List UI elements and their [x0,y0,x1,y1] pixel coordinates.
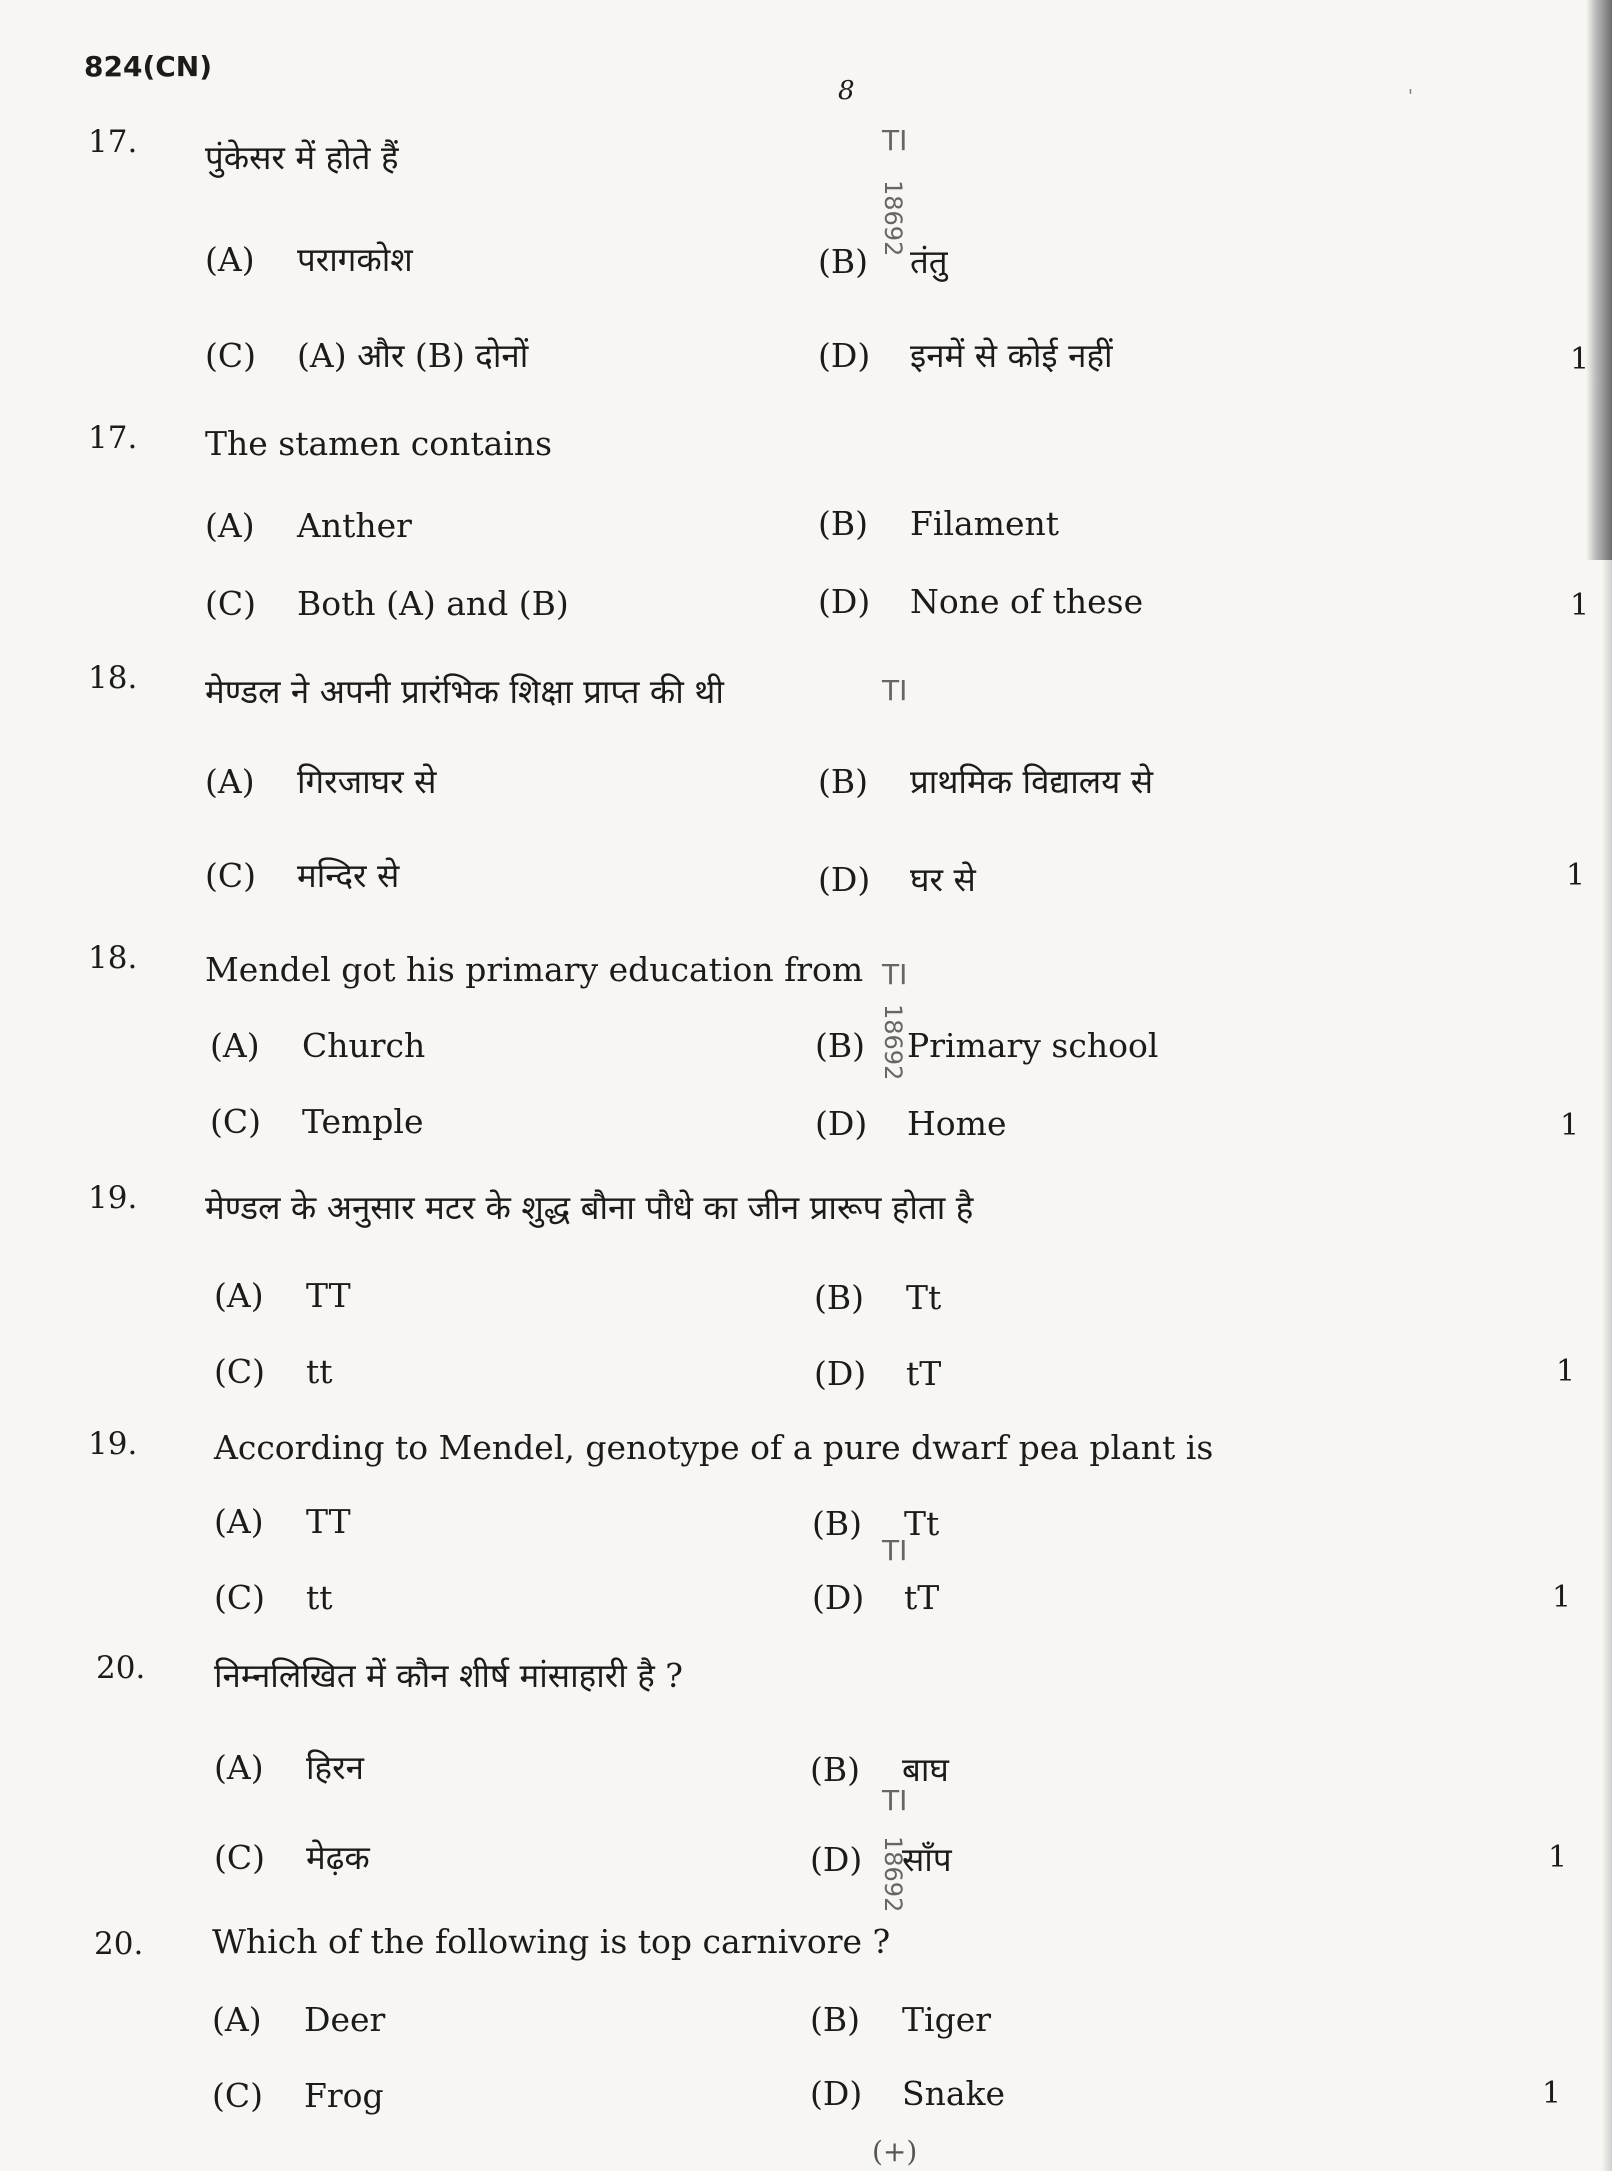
question-text: मेण्डल के अनुसार मटर के शुद्ध बौना पौधे का जीन प्रारूप होता है [205,1188,974,1227]
option-label: (A) [205,240,255,279]
option-label: (D) [814,1354,867,1393]
stamp-mark: TI [882,674,908,707]
option-text: मेढ़क [306,1838,370,1877]
option-label: (D) [812,1578,865,1617]
option-c [214,1834,370,1879]
stamp-mark: 18692 [879,1004,907,1081]
option-text: Tt [904,1504,940,1543]
option-label: (B) [810,1750,860,1789]
option-label: (B) [818,762,868,801]
option-b [818,504,1059,543]
question-number: 18. [88,940,138,976]
option-text: Both (A) and (B) [297,584,569,623]
marks: 1 [1556,1354,1576,1389]
option-b [815,1026,1158,1065]
option-c [212,2076,384,2115]
option-d [818,582,1143,621]
option-c [210,1102,423,1141]
option-b [810,1746,949,1791]
option-c [205,584,569,623]
question-text: निम्नलिखित में कौन शीर्ष मांसाहारी है ? [214,1656,683,1695]
option-text: TT [306,1502,351,1541]
question-number: 20. [94,1926,144,1962]
option-label: (A) [205,762,255,801]
option-label: (D) [815,1104,868,1143]
marks: 1 [1570,342,1590,377]
option-c [205,332,528,377]
option-b [814,1278,941,1317]
page-edge-shadow-lower [1602,560,1612,2171]
option-text: Deer [304,2000,386,2039]
question-text: मेण्डल ने अपनी प्रारंभिक शिक्षा प्राप्त की थी [205,672,724,711]
option-text: (A) और (B) दोनों [297,336,529,375]
option-label: (C) [205,336,256,375]
marks: 1 [1560,1108,1580,1143]
option-text: बाघ [902,1750,949,1789]
option-text: घर से [910,860,976,899]
marks: 1 [1542,2076,1562,2111]
option-label: (A) [214,1276,264,1315]
question-number: 19. [88,1426,138,1462]
option-d [818,332,1113,377]
option-a [205,236,413,281]
option-label: (D) [818,336,871,375]
option-a [212,2000,385,2039]
option-text: Primary school [907,1026,1159,1065]
option-a [214,1744,364,1789]
option-text: Anther [297,506,412,545]
option-label: (B) [814,1278,864,1317]
option-text: Temple [302,1102,424,1141]
question-text: The stamen contains [205,424,552,463]
option-b [812,1504,939,1543]
option-label: (A) [205,506,255,545]
option-text: तंतु [910,242,948,281]
option-a [214,1276,351,1315]
paper-code: 824(CN) [84,50,213,83]
option-text: प्राथमिक विद्यालय से [910,762,1154,801]
option-c [214,1352,333,1391]
option-d [814,1354,941,1393]
option-text: tt [306,1578,333,1617]
option-label: (C) [210,1102,261,1141]
option-text: Snake [902,2074,1006,2113]
stamp-mark: TI [882,1784,908,1817]
question-number: 17. [88,420,138,456]
stamp-mark: 18692 [879,1836,907,1913]
option-label: (C) [214,1838,265,1877]
option-c [214,1578,333,1617]
option-label: (B) [810,2000,860,2039]
option-label: (C) [214,1352,265,1391]
option-text: None of these [910,582,1144,621]
option-label: (D) [818,860,871,899]
option-text: इनमें से कोई नहीं [910,336,1113,375]
option-text: tT [904,1578,940,1617]
question-number: 17. [88,124,138,160]
option-label: (B) [812,1504,862,1543]
option-label: (C) [205,856,256,895]
option-label: (C) [212,2076,263,2115]
option-text: Frog [304,2076,384,2115]
option-label: (A) [214,1748,264,1787]
question-text: पुंकेसर में होते हैं [205,138,399,177]
stamp-mark: TI [882,124,908,157]
option-d [818,856,976,901]
option-label: (C) [214,1578,265,1617]
option-a [205,758,436,803]
option-text: Home [907,1104,1007,1143]
option-b [810,2000,991,2039]
page-edge-shadow [1586,0,1612,560]
option-label: (A) [210,1026,260,1065]
option-text: Tt [906,1278,942,1317]
option-text: Tiger [902,2000,991,2039]
option-text: मन्दिर से [297,856,400,895]
marks: 1 [1552,1580,1572,1615]
stamp-mark: TI [882,958,908,991]
option-label: (A) [214,1502,264,1541]
option-text: tt [306,1352,333,1391]
option-label: (B) [818,504,868,543]
option-label: (D) [810,1840,863,1879]
question-number: 18. [88,660,138,696]
option-label: (B) [815,1026,865,1065]
option-a [205,506,412,545]
option-d [810,2074,1005,2113]
option-text: Church [302,1026,426,1065]
corner-mark: ' [1408,86,1413,107]
option-text: Filament [910,504,1060,543]
footer-mark: (+) [872,2135,918,2168]
option-label: (B) [818,242,868,281]
marks: 1 [1570,588,1590,623]
option-label: (A) [212,2000,262,2039]
option-text: TT [306,1276,351,1315]
option-a [210,1026,425,1065]
option-b [818,758,1153,803]
question-number: 20. [96,1650,146,1686]
option-text: हिरन [306,1748,364,1787]
option-d [812,1578,939,1617]
question-text: Which of the following is top carnivore ? [212,1922,891,1961]
option-label: (D) [810,2074,863,2113]
option-text: tT [906,1354,942,1393]
marks: 1 [1566,858,1586,893]
option-text: परागकोश [297,240,413,279]
option-a [214,1502,351,1541]
option-label: (C) [205,584,256,623]
stamp-mark: TI [882,1534,908,1567]
page-number: 8 [838,76,855,106]
question-text: Mendel got his primary education from [205,950,864,989]
question-number: 19. [88,1180,138,1216]
stamp-mark: 18692 [879,180,907,257]
option-c [205,852,399,897]
option-text: साँप [902,1840,952,1879]
option-text: गिरजाघर से [297,762,437,801]
question-text: According to Mendel, genotype of a pure dwarf pea plant is [214,1428,1214,1467]
option-d [815,1104,1006,1143]
marks: 1 [1548,1840,1568,1875]
option-label: (D) [818,582,871,621]
